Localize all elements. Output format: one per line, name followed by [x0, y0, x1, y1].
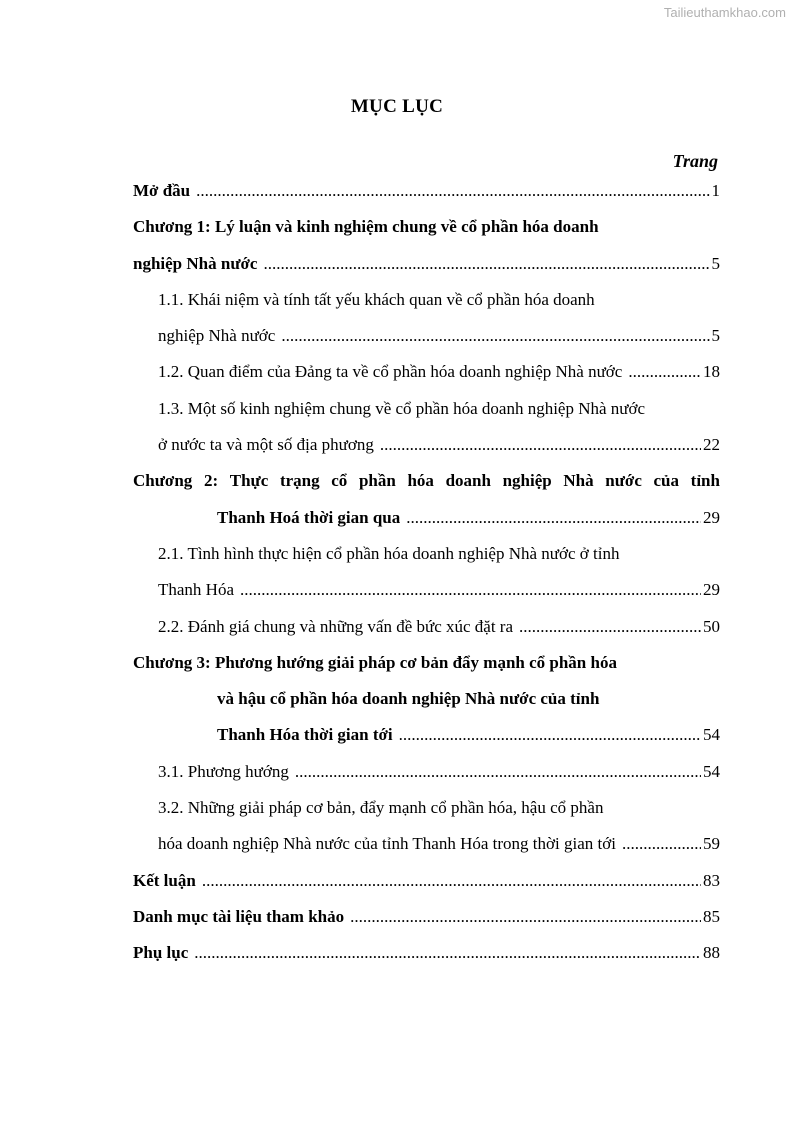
toc-entry-chuong-3[interactable] — [133, 648, 720, 684]
dot-leader — [263, 249, 709, 279]
table-of-contents — [133, 176, 720, 975]
toc-entry-ket-luan[interactable] — [133, 866, 720, 902]
toc-page-number: 22 — [703, 435, 720, 455]
dot-leader — [295, 757, 701, 787]
dot-leader — [406, 503, 701, 533]
toc-page-number: 5 — [711, 253, 720, 273]
toc-entry-title: 1.2. Quan điểm của Đảng ta về cổ phần hóa doanh nghiệp Nhà nước — [158, 362, 623, 382]
dot-leader — [281, 321, 709, 351]
toc-entry-title: ở nước ta và một số địa phương — [158, 435, 374, 455]
toc-page-number: 59 — [703, 834, 720, 854]
toc-entry-title: Mở đầu — [133, 181, 191, 200]
toc-entry-chuong-1-cont[interactable] — [133, 249, 720, 285]
toc-entry-title: 3.1. Phương hướng — [158, 761, 289, 781]
toc-entry-1-1-cont[interactable] — [133, 321, 720, 357]
page-column-header: Trang — [672, 151, 718, 171]
toc-entry-title: Thanh Hóa — [158, 580, 235, 600]
dot-leader — [202, 866, 701, 896]
toc-page-number: 88 — [703, 943, 720, 963]
toc-entry-chuong-2-cont[interactable] — [133, 503, 720, 539]
toc-entry-title: Chương 1: Lý luận và kinh nghiệm chung về cổ phần hóa doanh — [133, 217, 599, 237]
toc-entry-tai-lieu[interactable] — [133, 902, 720, 938]
toc-entry-chuong-1[interactable] — [133, 212, 720, 248]
dot-leader — [399, 720, 701, 750]
toc-page-number: 54 — [703, 725, 720, 745]
toc-word: trạng — [279, 471, 320, 491]
toc-page-number: 29 — [703, 507, 720, 527]
dot-leader — [194, 938, 701, 968]
toc-entry-3-2[interactable] — [133, 793, 720, 829]
toc-word: Nhà — [563, 471, 594, 491]
toc-word: doanh — [445, 471, 491, 491]
toc-word: Thực — [229, 471, 269, 491]
toc-entry-2-2[interactable] — [133, 612, 720, 648]
toc-entry-mo-dau[interactable] — [133, 176, 720, 212]
toc-entry-3-1[interactable] — [133, 757, 720, 793]
dot-leader — [622, 829, 701, 859]
toc-entry-title: 3.2. Những giải pháp cơ bản, đẩy mạnh cổ phần hóa, hậu cổ phần — [158, 798, 604, 818]
toc-entry-chuong-3-cont-2[interactable] — [133, 720, 720, 756]
toc-entry-title: hóa doanh nghiệp Nhà nước của tỉnh Thanh Hóa trong thời gian tới — [158, 834, 616, 854]
toc-word: của — [653, 471, 680, 491]
toc-word: phần — [358, 471, 396, 491]
toc-entry-title: nghiệp Nhà nước — [158, 326, 276, 346]
dot-leader — [196, 176, 709, 206]
toc-page-number: 5 — [711, 326, 720, 346]
toc-entry-title: Thanh Hóa thời gian tới — [217, 725, 393, 745]
toc-entry-title: và hậu cổ phần hóa doanh nghiệp Nhà nước của tỉnh — [217, 689, 600, 709]
toc-entry-title: 2.2. Đánh giá chung và những vấn đề bức xúc đặt ra — [158, 616, 514, 636]
toc-entry-2-1[interactable] — [133, 539, 720, 575]
toc-entry-1-3-cont[interactable] — [133, 430, 720, 466]
dot-leader — [350, 902, 701, 932]
toc-entry-1-2[interactable] — [133, 357, 720, 393]
toc-word: tỉnh — [690, 471, 720, 491]
toc-entry-2-1-cont[interactable] — [133, 575, 720, 611]
toc-word: hóa — [407, 471, 434, 491]
toc-entry-title: Kết luận — [133, 870, 196, 890]
toc-word: 2: — [203, 471, 219, 491]
toc-entry-title: Danh mục tài liệu tham khảo — [133, 906, 345, 926]
toc-page-number: 1 — [711, 181, 720, 200]
dot-leader — [380, 430, 701, 460]
page-title: MỤC LỤC — [350, 96, 444, 117]
toc-entry-title: 1.1. Khái niệm và tính tất yếu khách quan về cổ phần hóa doanh — [158, 289, 595, 309]
toc-word: cổ — [331, 471, 348, 491]
toc-entry-title: Phụ lục — [133, 943, 189, 963]
toc-page-number: 50 — [703, 616, 720, 636]
toc-entry-chuong-2[interactable] — [133, 466, 720, 502]
toc-entry-title: 1.3. Một số kinh nghiệm chung về cổ phần hóa doanh nghiệp Nhà nước — [158, 398, 646, 418]
toc-entry-chuong-3-cont[interactable] — [133, 684, 720, 720]
dot-leader — [519, 612, 701, 642]
toc-entry-phu-luc[interactable] — [133, 938, 720, 974]
watermark: Tailieuthamkhao.com — [663, 5, 786, 20]
toc-word: Chương — [133, 471, 193, 491]
toc-entry-1-3[interactable] — [133, 394, 720, 430]
toc-entry-3-2-cont[interactable] — [133, 829, 720, 865]
toc-page-number: 18 — [703, 362, 720, 382]
toc-entry-title: Chương 3: Phương hướng giải pháp cơ bản đẩy mạnh cổ phần hóa — [133, 652, 617, 672]
toc-page-number: 29 — [703, 580, 720, 600]
toc-entry-title: nghiệp Nhà nước — [133, 253, 258, 273]
toc-entry-1-1[interactable] — [133, 285, 720, 321]
toc-entry-title: Thanh Hoá thời gian qua — [217, 507, 401, 527]
toc-entry-title: 2.1. Tình hình thực hiện cổ phần hóa doanh nghiệp Nhà nước ở tỉnh — [158, 543, 620, 563]
dot-leader — [628, 357, 701, 387]
dot-leader — [240, 575, 701, 605]
toc-page-number: 85 — [703, 906, 720, 926]
toc-page-number: 83 — [703, 870, 720, 890]
toc-word: nước — [605, 471, 642, 491]
toc-page-number: 54 — [703, 761, 720, 781]
toc-word: nghiệp — [502, 471, 552, 491]
